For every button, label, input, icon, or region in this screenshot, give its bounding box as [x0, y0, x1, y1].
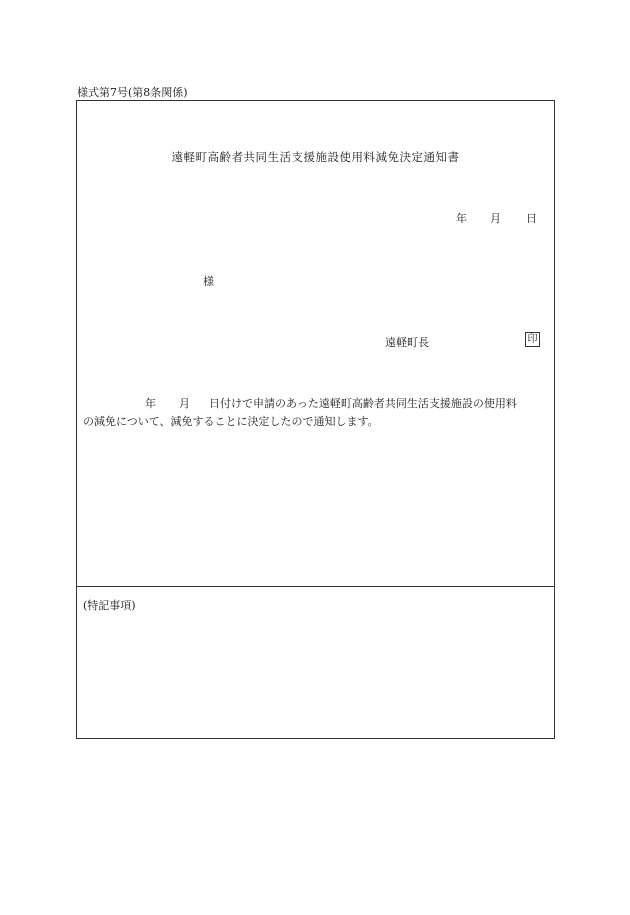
body-text-line-1: 日付けで申請のあった遠軽町高齢者共同生活支援施設の使用料: [209, 397, 517, 410]
body-month-label: 月: [179, 397, 190, 410]
special-notes-label: (特記事項): [83, 599, 136, 612]
addressee-honorific: 様: [203, 275, 214, 288]
notification-form: [76, 100, 555, 739]
document-title: 遠軽町高齢者共同生活支援施設使用料減免決定通知書: [171, 150, 460, 164]
body-text-line-2: の減免について、減免することに決定したので通知します。: [83, 415, 379, 428]
date-year-label: 年: [456, 212, 467, 225]
form-number-label: 様式第7号(第8条関係): [77, 86, 188, 99]
section-divider: [77, 586, 554, 587]
date-month-label: 月: [490, 212, 501, 225]
date-day-label: 日: [526, 212, 537, 225]
body-year-label: 年: [145, 397, 156, 410]
seal-mark: 印: [525, 332, 540, 347]
issuer-title: 遠軽町長: [385, 336, 429, 349]
